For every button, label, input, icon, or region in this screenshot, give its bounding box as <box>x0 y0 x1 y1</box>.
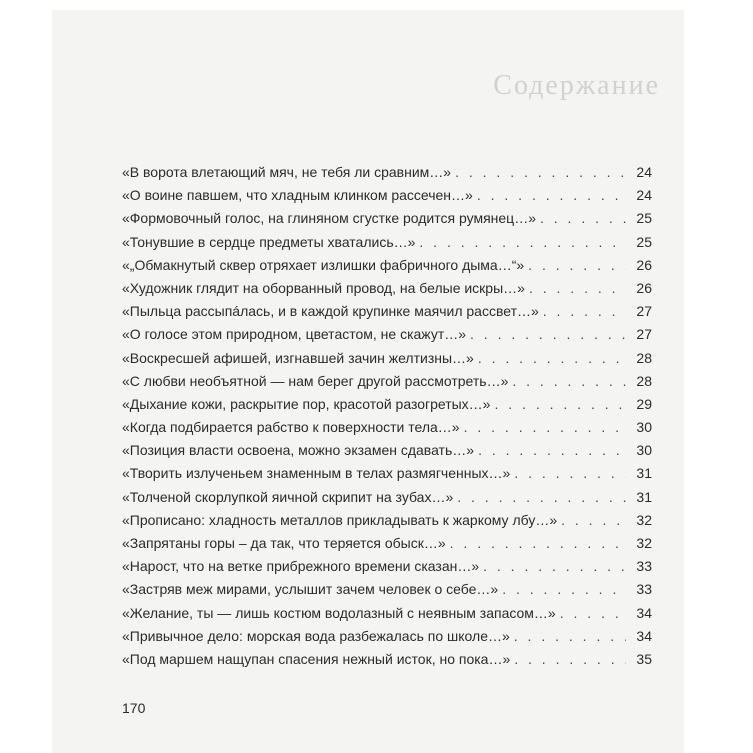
toc-entry <box>122 465 652 488</box>
toc-entry-title: «Нарост, что на ветке прибрежного времени сказан…» <box>122 558 480 575</box>
toc-entry-title: «Желание, ты — лишь костюм водолазный с неявным запасом…» <box>122 604 556 621</box>
toc-entry <box>122 280 652 303</box>
toc-entry-page: 27 <box>636 326 652 343</box>
dot-leader <box>450 535 626 551</box>
toc-entry-title: «Толченой скорлупкой яичной скрипит на зубах…» <box>122 488 454 505</box>
dot-leader <box>455 164 626 180</box>
toc-entry <box>122 373 652 396</box>
toc-entry <box>122 535 652 558</box>
toc-entry-title: «Пыльца рассыпáлась, и в каждой крупинке маячил рассвет…» <box>122 303 539 320</box>
toc-entry-title: «Художник глядит на оборванный провод, на белые искры…» <box>122 279 525 296</box>
dot-leader <box>514 628 626 644</box>
toc-entry <box>122 558 652 581</box>
toc-entry-page: 32 <box>636 535 652 551</box>
dot-leader <box>464 419 626 435</box>
toc-entry <box>122 164 652 187</box>
dot-leader <box>470 326 626 342</box>
dot-leader <box>561 512 626 528</box>
toc-entry-page: 33 <box>636 558 652 575</box>
toc-entry-title: «„Обмакнутый сквер отряхает излишки фабричного дыма…“» <box>122 256 525 273</box>
dot-leader <box>543 303 626 319</box>
dot-leader <box>540 210 626 226</box>
toc-entry-page: 31 <box>636 465 652 482</box>
toc-entry-page: 26 <box>636 279 652 296</box>
toc-entry-title: «Дыхание кожи, раскрытие пор, красотой разогретых…» <box>122 395 491 412</box>
toc-entry-page: 30 <box>636 419 652 436</box>
toc-entry <box>122 350 652 373</box>
toc-entry-page: 25 <box>636 233 652 250</box>
toc-entry <box>122 419 652 442</box>
toc-entry-title: «В ворота влетающий мяч, не тебя ли сравним…» <box>122 164 452 180</box>
toc-entry-page: 25 <box>636 210 652 227</box>
toc-entry-page: 35 <box>636 650 652 667</box>
toc-entry-title: «Запрятаны горы – да так, что теряется обыск…» <box>122 535 446 551</box>
dot-leader <box>528 257 626 273</box>
toc-entry-title: «Воскресшей афишей, изгнавшей зачин желтизны…» <box>122 349 474 366</box>
dot-leader <box>529 280 626 296</box>
toc-entry <box>122 605 652 628</box>
page-number: 170 <box>122 700 146 716</box>
toc-entry-title: «О голосе этом природном, цветастом, не скажут…» <box>122 326 467 343</box>
toc-entry-title: «Тонувшие в сердце предметы хватались…» <box>122 233 416 250</box>
toc-entry-page: 32 <box>636 511 652 528</box>
toc-entry <box>122 581 652 604</box>
dot-leader <box>512 373 626 389</box>
toc-entry <box>122 396 652 419</box>
toc-entry-title: «Под маршем нащупан спасения нежный исток, но пока…» <box>122 650 511 667</box>
toc-entry <box>122 187 652 210</box>
dot-leader <box>483 558 626 574</box>
toc-entry-page: 30 <box>636 442 652 459</box>
dot-leader <box>419 234 626 250</box>
toc-entry-title: «С любви необъятной — нам берег другой рассмотреть…» <box>122 372 509 389</box>
toc-entry-page: 28 <box>636 349 652 366</box>
toc-entry-page: 24 <box>636 164 652 180</box>
dot-leader <box>477 187 626 203</box>
toc-entry-page: 34 <box>636 604 652 621</box>
toc-entry-title: «Привычное дело: морская вода разбежалась по школе…» <box>122 627 510 644</box>
dot-leader <box>514 651 626 667</box>
bleed-through-heading: Содержание <box>493 70 660 101</box>
toc-entry-title: «Когда подбирается рабство к поверхности тела…» <box>122 419 460 436</box>
toc-entry-page: 33 <box>636 581 652 598</box>
table-of-contents <box>122 164 652 674</box>
toc-entry-page: 34 <box>636 627 652 644</box>
toc-entry <box>122 303 652 326</box>
toc-entry-page: 26 <box>636 256 652 273</box>
toc-entry <box>122 442 652 465</box>
toc-entry-title: «Формовочный голос, на глиняном сгустке родится румянец…» <box>122 210 536 227</box>
dot-leader <box>560 605 626 621</box>
toc-entry <box>122 326 652 349</box>
dot-leader <box>514 465 626 481</box>
toc-entry-title: «Позиция власти освоена, можно экзамен сдавать…» <box>122 442 475 459</box>
dot-leader <box>478 442 626 458</box>
toc-entry <box>122 512 652 535</box>
toc-entry-title: «О воине павшем, что хладным клинком рассечен…» <box>122 187 473 204</box>
toc-entry-title: «Творить излученьем знаменным в телах размягченных…» <box>122 465 511 482</box>
dot-leader <box>502 581 626 597</box>
book-page <box>52 10 684 753</box>
dot-leader <box>494 396 626 412</box>
toc-entry-page: 29 <box>636 395 652 412</box>
toc-entry <box>122 257 652 280</box>
toc-entry-page: 27 <box>636 303 652 320</box>
toc-entry <box>122 210 652 233</box>
dot-leader <box>478 350 626 366</box>
toc-entry-page: 28 <box>636 372 652 389</box>
toc-entry-page: 31 <box>636 488 652 505</box>
toc-entry-title: «Прописано: хладность металлов прикладывать к жаркому лбу…» <box>122 511 558 528</box>
toc-entry <box>122 651 652 674</box>
toc-entry-title: «Застряв меж мирами, услышит зачем человек о себе…» <box>122 581 499 598</box>
toc-entry <box>122 234 652 257</box>
toc-entry <box>122 628 652 651</box>
toc-entry-page: 24 <box>636 187 652 204</box>
toc-entry <box>122 489 652 512</box>
dot-leader <box>457 489 626 505</box>
